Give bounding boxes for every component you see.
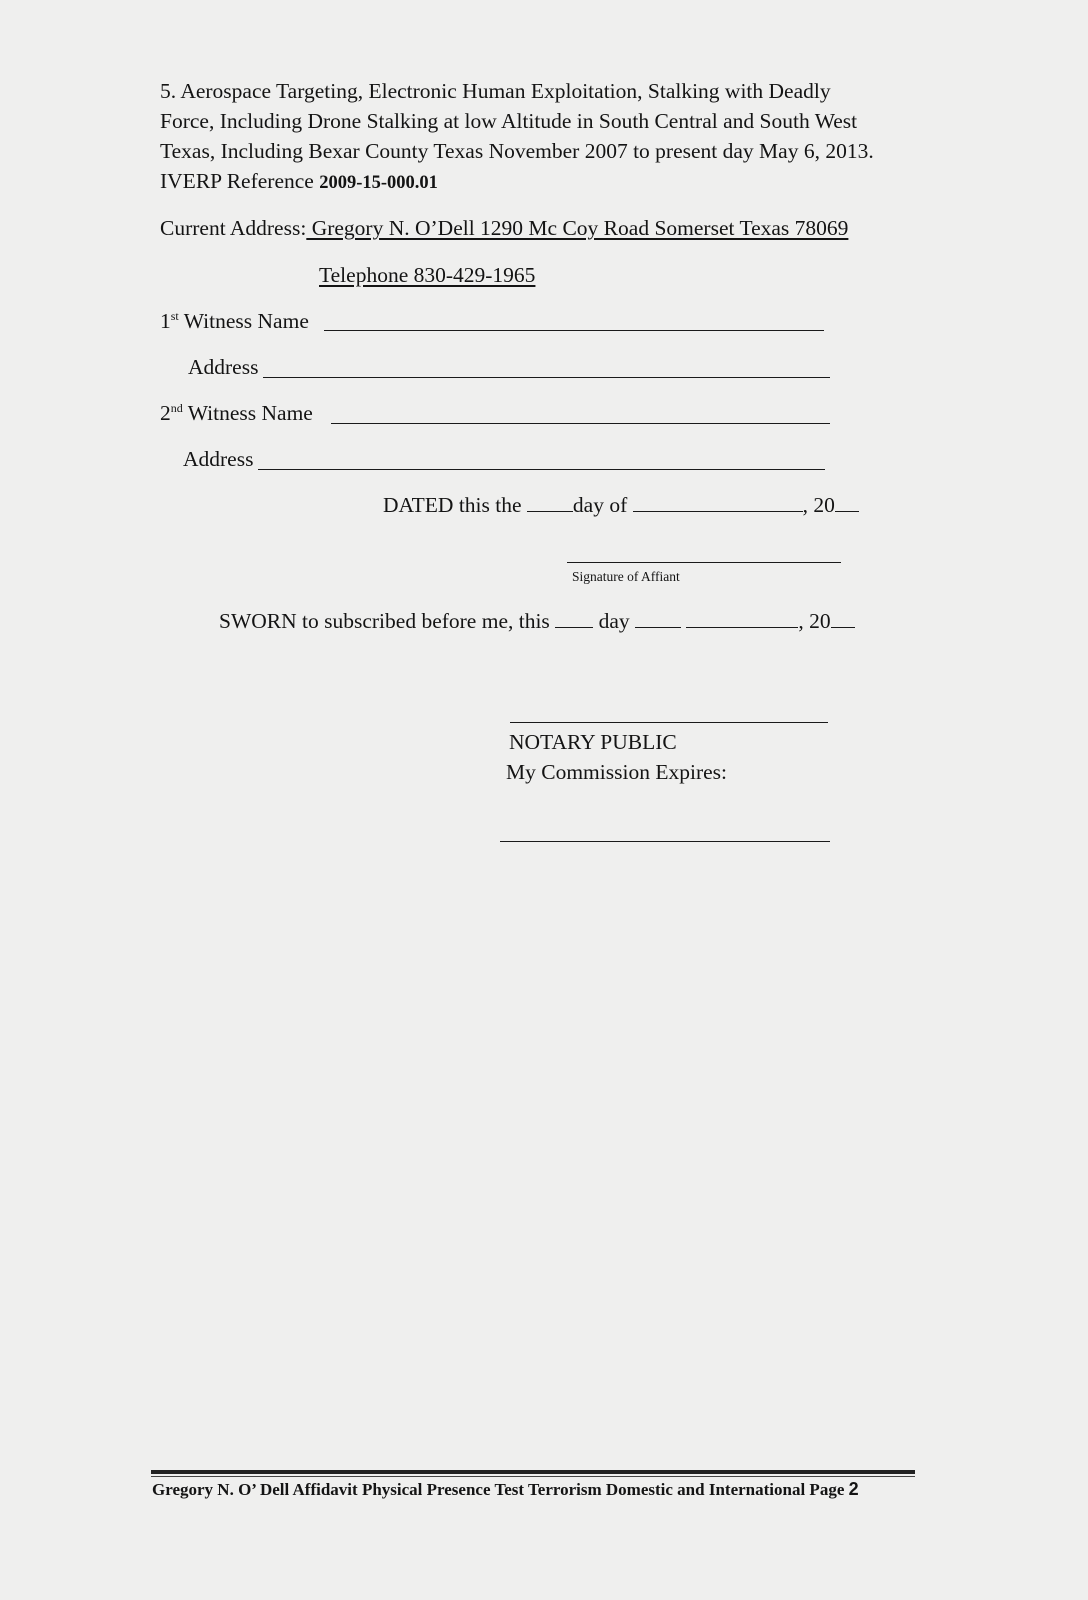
dated-line bbox=[383, 491, 859, 518]
first-witness-text: Witness Name bbox=[178, 309, 309, 333]
sworn-year-prefix: , 20 bbox=[798, 609, 831, 633]
reference-label: IVERP Reference bbox=[160, 169, 320, 193]
second-witness-address-field[interactable] bbox=[258, 469, 825, 470]
notary-signature-line[interactable] bbox=[510, 722, 828, 723]
first-witness-ordinal: st bbox=[170, 308, 179, 323]
second-witness-text: Witness Name bbox=[182, 401, 313, 425]
first-witness-label bbox=[160, 308, 309, 334]
current-address-value: Gregory N. O’Dell 1290 Mc Coy Road Somerset Texas 78069 bbox=[306, 216, 849, 240]
commission-expires-label: My Commission Expires: bbox=[506, 760, 727, 784]
dated-year-field[interactable] bbox=[835, 491, 859, 512]
paragraph-line: Texas, Including Bexar County Texas November 2007 to present day May 6, 2013. bbox=[160, 139, 874, 163]
page-number: 2 bbox=[848, 1479, 859, 1499]
affidavit-paragraph bbox=[160, 76, 940, 198]
sworn-text: SWORN to subscribed before me, this bbox=[219, 609, 556, 633]
notary-public-title: NOTARY PUBLIC bbox=[509, 730, 677, 754]
footer-text: Gregory N. O’ Dell Affidavit Physical Presence Test Terrorism Domestic and International Page bbox=[152, 1480, 849, 1499]
reference-number: 2009-15-000.01 bbox=[319, 173, 438, 193]
dated-year-prefix: , 20 bbox=[802, 493, 835, 517]
paragraph-line: Force, Including Drone Stalking at low Altitude in South Central and South West bbox=[160, 109, 858, 133]
first-witness-name-field[interactable] bbox=[324, 330, 824, 331]
page-footer bbox=[152, 1479, 859, 1500]
first-witness-number: 1 bbox=[160, 309, 171, 333]
current-address-label: Current Address: bbox=[160, 216, 307, 240]
sworn-month-field[interactable] bbox=[686, 607, 798, 628]
dated-day-field[interactable] bbox=[527, 491, 573, 512]
second-witness-number: 2 bbox=[160, 401, 171, 425]
second-witness-ordinal: nd bbox=[170, 400, 183, 415]
sworn-line bbox=[219, 607, 855, 634]
footer-rule-thin bbox=[151, 1476, 915, 1477]
affiant-signature-line[interactable] bbox=[567, 562, 841, 563]
second-witness-label bbox=[160, 400, 313, 426]
dated-day-of-text: day of bbox=[572, 493, 633, 517]
signature-of-affiant-label: Signature of Affiant bbox=[572, 569, 680, 584]
first-witness-address-label: Address bbox=[188, 355, 259, 379]
commission-expiry-field[interactable] bbox=[500, 841, 830, 842]
telephone: Telephone 830-429-1965 bbox=[319, 263, 536, 287]
sworn-day-text: day bbox=[593, 609, 635, 633]
first-witness-address-field[interactable] bbox=[263, 377, 830, 378]
dated-month-field[interactable] bbox=[633, 491, 803, 512]
reference-line bbox=[160, 166, 940, 198]
dated-text: DATED this the bbox=[383, 493, 527, 517]
sworn-year-field[interactable] bbox=[831, 607, 855, 628]
paragraph-line: 5. Aerospace Targeting, Electronic Human Exploitation, Stalking with Deadly bbox=[160, 79, 831, 103]
current-address-line bbox=[160, 215, 848, 241]
sworn-day-name-field[interactable] bbox=[635, 607, 681, 628]
second-witness-address-label: Address bbox=[183, 447, 254, 471]
sworn-day-field[interactable] bbox=[555, 607, 593, 628]
second-witness-name-field[interactable] bbox=[331, 423, 830, 424]
footer-rule bbox=[151, 1470, 915, 1474]
